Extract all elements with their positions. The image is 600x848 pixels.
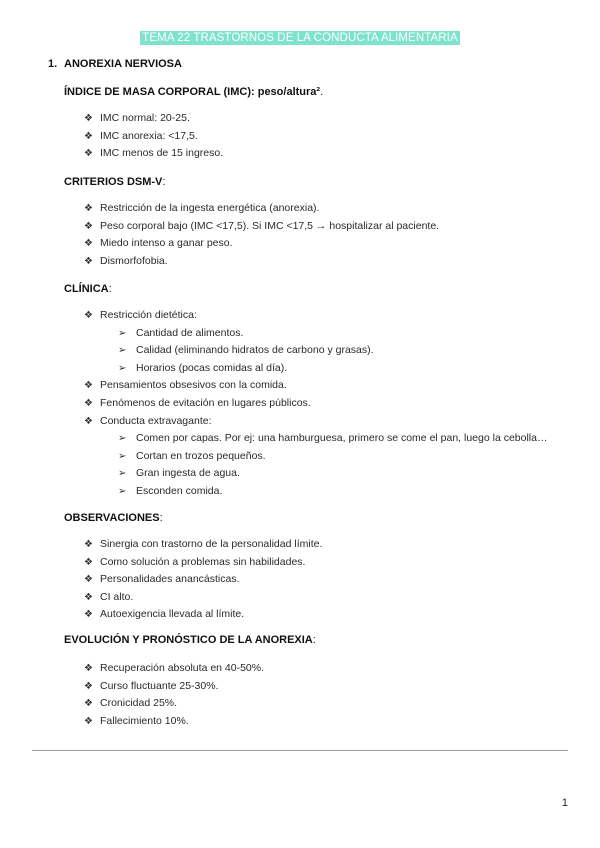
diamond-bullet-icon: ❖	[84, 148, 93, 160]
diamond-bullet-icon: ❖	[84, 397, 93, 409]
sub-list-item-text: Cantidad de alimentos.	[136, 326, 244, 339]
list-item-text: Restricción dietética:	[100, 309, 197, 321]
list-item-text: Recuperación absoluta en 40-50%.	[100, 662, 265, 674]
diamond-bullet-icon: ❖	[84, 238, 93, 250]
dsm-heading-bold: CRITERIOS DSM-V	[64, 176, 163, 188]
list-item-text: IMC anorexia: <17,5.	[100, 129, 198, 142]
clinica-heading-tail: :	[108, 283, 112, 295]
arrowhead-bullet-icon: ➢	[118, 485, 127, 497]
diamond-bullet-icon: ❖	[84, 663, 93, 674]
list-item-text: Conducta extravagante:	[100, 414, 212, 427]
section-heading	[48, 58, 182, 70]
list-item	[84, 589, 322, 607]
arrowhead-bullet-icon: ➢	[118, 433, 127, 445]
evolucion-heading-tail: :	[312, 634, 316, 646]
sub-list-item-text: Gran ingesta de agua.	[136, 467, 240, 480]
list-item-text: Peso corporal bajo (IMC <17,5). Si IMC <17,5 → hospitalizar al paciente.	[100, 219, 440, 232]
list-item-text: IMC normal: 20-25.	[100, 112, 190, 124]
list-item	[84, 395, 547, 413]
list-item	[84, 145, 223, 163]
dsm-list	[84, 200, 439, 270]
sub-list-item-text: Calidad (eliminando hidratos de carbono y grasas).	[136, 344, 374, 357]
diamond-bullet-icon: ❖	[84, 380, 93, 392]
list-item	[84, 606, 322, 624]
list-item	[84, 678, 264, 696]
list-item	[84, 200, 439, 218]
document-title: TEMA 22 TRASTORNOS DE LA CONDUCTA ALIMENTARIA	[142, 32, 458, 44]
list-item	[84, 695, 264, 713]
list-item-text: Restricción de la ingesta energética (anorexia).	[100, 202, 320, 214]
section-number: 1.	[48, 58, 58, 70]
list-item	[84, 253, 439, 271]
sub-list-item	[84, 483, 547, 501]
evolucion-heading	[64, 634, 316, 646]
list-item	[84, 413, 547, 431]
list-item	[84, 128, 223, 146]
list-item	[84, 554, 322, 572]
sub-list-item	[84, 430, 547, 448]
page-number: 1	[561, 797, 568, 809]
list-item-text: Pensamientos obsesivos con la comida.	[100, 379, 287, 392]
list-item-text: Fenómenos de evitación en lugares públicos.	[100, 396, 311, 409]
list-item-text: Miedo intenso a ganar peso.	[100, 237, 233, 250]
list-item-text: Curso fluctuante 25-30%.	[100, 679, 219, 692]
observaciones-heading-tail: :	[159, 512, 163, 524]
diamond-bullet-icon: ❖	[84, 415, 93, 427]
imc-heading-bold: ÍNDICE DE MASA CORPORAL (IMC): peso/altura²	[64, 86, 321, 98]
diamond-bullet-icon: ❖	[84, 680, 93, 692]
diamond-bullet-icon: ❖	[84, 310, 93, 321]
arrowhead-bullet-icon: ➢	[118, 327, 127, 339]
list-item-text: Personalidades anancásticas.	[100, 573, 240, 586]
list-item-text: Cronicidad 25%.	[100, 697, 178, 710]
list-item	[84, 307, 547, 325]
list-item	[84, 536, 322, 554]
diamond-bullet-icon: ❖	[84, 591, 93, 603]
diamond-bullet-icon: ❖	[84, 255, 93, 267]
arrowhead-bullet-icon: ➢	[118, 450, 127, 462]
diamond-bullet-icon: ❖	[84, 698, 93, 710]
sub-list-item-text: Horarios (pocas comidas al día).	[136, 361, 288, 374]
diamond-bullet-icon: ❖	[84, 130, 93, 142]
sub-list-item	[84, 465, 547, 483]
title-wrapper	[0, 28, 600, 46]
sub-list-item	[84, 448, 547, 466]
sub-list-item-text: Esconden comida.	[136, 484, 223, 497]
diamond-bullet-icon: ❖	[84, 574, 93, 586]
diamond-bullet-icon: ❖	[84, 556, 93, 568]
list-item	[84, 218, 439, 236]
section-title: ANOREXIA NERVIOSA	[64, 58, 182, 70]
list-item	[84, 713, 264, 731]
evolucion-heading-bold: EVOLUCIÓN Y PRONÓSTICO DE LA ANOREXIA	[64, 634, 313, 646]
list-item	[84, 660, 264, 678]
arrowhead-bullet-icon: ➢	[118, 345, 127, 357]
list-item-text: IMC menos de 15 ingreso.	[100, 147, 224, 160]
list-item	[84, 571, 322, 589]
list-item	[84, 235, 439, 253]
list-item-text: CI alto.	[100, 590, 134, 603]
observaciones-list	[84, 536, 322, 624]
clinica-heading-bold: CLÍNICA	[64, 283, 109, 295]
diamond-bullet-icon: ❖	[84, 203, 93, 214]
dsm-heading-tail: :	[162, 176, 166, 188]
imc-heading-tail: .	[320, 86, 324, 98]
sub-list-item-text: Cortan en trozos pequeños.	[136, 449, 266, 462]
sub-list-item	[84, 360, 547, 378]
observaciones-heading	[64, 512, 163, 524]
horizontal-rule	[32, 750, 568, 751]
list-item-text: Sinergia con trastorno de la personalidad límite.	[100, 538, 323, 550]
arrowhead-bullet-icon: ➢	[118, 468, 127, 480]
diamond-bullet-icon: ❖	[84, 220, 93, 232]
diamond-bullet-icon: ❖	[84, 113, 93, 124]
arrowhead-bullet-icon: ➢	[118, 362, 127, 374]
list-item-text: Dismorfofobia.	[100, 254, 168, 267]
clinica-list	[84, 307, 547, 501]
sub-list-item	[84, 325, 547, 343]
evolucion-list	[84, 660, 264, 730]
observaciones-heading-bold: OBSERVACIONES	[64, 512, 160, 524]
imc-heading	[64, 86, 323, 98]
dsm-heading	[64, 176, 165, 188]
list-item	[84, 110, 223, 128]
sub-list-item	[84, 342, 547, 360]
list-item-text: Como solución a problemas sin habilidades.	[100, 555, 306, 568]
diamond-bullet-icon: ❖	[84, 715, 93, 727]
clinica-heading	[64, 283, 112, 295]
diamond-bullet-icon: ❖	[84, 609, 93, 621]
sub-list-item-text: Comen por capas. Por ej: una hamburguesa, primero se come el pan, luego la cebolla…	[136, 432, 548, 445]
list-item-text: Fallecimiento 10%.	[100, 714, 189, 727]
diamond-bullet-icon: ❖	[84, 539, 93, 550]
imc-list	[84, 110, 223, 163]
list-item-text: Autoexigencia llevada al límite.	[100, 608, 245, 621]
list-item	[84, 377, 547, 395]
